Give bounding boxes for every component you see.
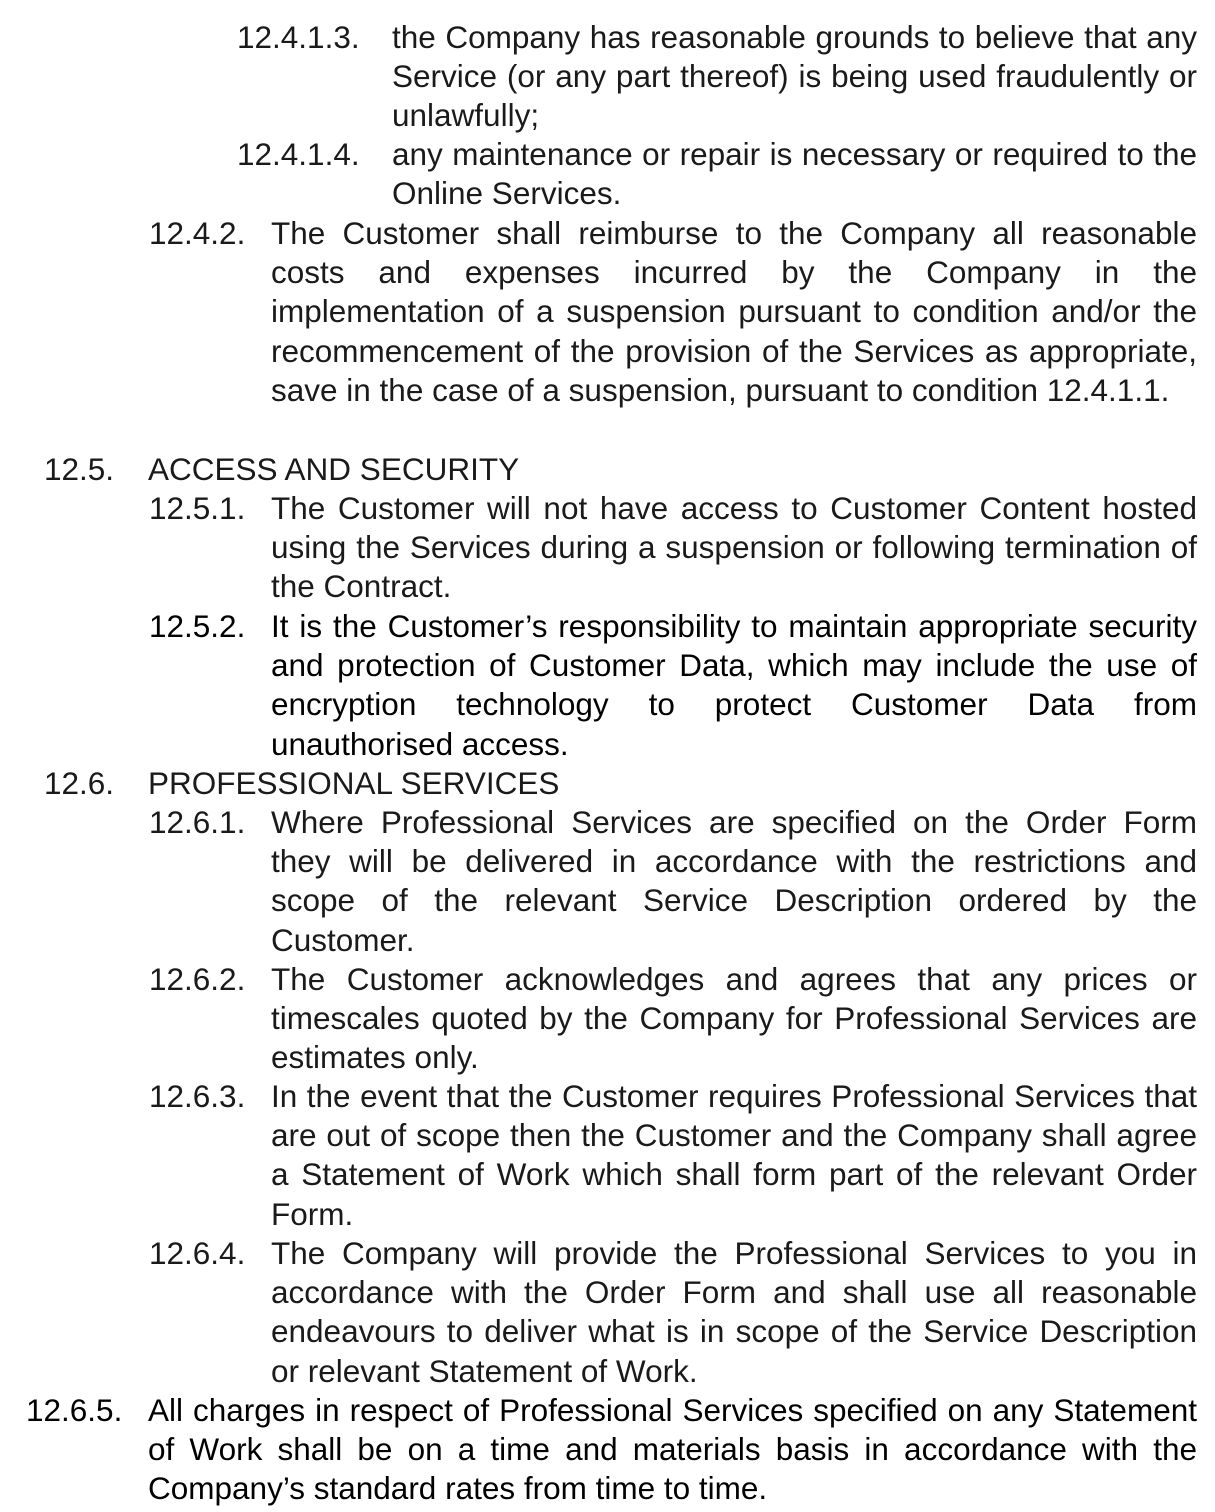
clause-12-6-2 <box>149 960 1197 1078</box>
clause-number: 12.4.1.3. <box>237 19 360 55</box>
clause-number: 12.6.2. <box>149 961 246 997</box>
clause-number: 12.5.2. <box>149 608 246 644</box>
clause-12-6-1 <box>149 803 1197 960</box>
clause-number: 12.4.2. <box>149 215 246 251</box>
clause-12-4-2 <box>149 214 1197 410</box>
clause-text: All charges in respect of Professional Services specified on any Statement of Work shall be on a time and materials basis in accordance with the Company’s standard rates from time to time. <box>148 1392 1197 1507</box>
clause-text: The Company will provide the Professional Services to you in accordance with the Order Form and shall use all reasonable endeavours to deliver what is in scope of the Service Description or relevant Statement of Work. <box>271 1235 1197 1389</box>
clause-text: the Company has reasonable grounds to believe that any Service (or any part thereof) is being used fraudulently or unlawfully; <box>392 19 1197 134</box>
clause-12-6-5 <box>26 1391 1197 1509</box>
clause-text: any maintenance or repair is necessary or required to the Online Services. <box>392 136 1197 212</box>
clause-number: 12.6.1. <box>149 804 246 840</box>
section-heading-12-6 <box>44 764 1197 803</box>
clause-12-5-2 <box>149 607 1197 764</box>
clause-number: 12.5.1. <box>149 490 246 526</box>
clause-number: 12.6.4. <box>149 1235 246 1271</box>
clause-number: 12.6. <box>44 765 115 801</box>
clause-text: The Customer shall reimburse to the Company all reasonable costs and expenses incurred by the Company in the implementation of a suspension pursuant to condition and/or the recommencement of the provision of the Services as appropriate, save in the case of a suspension, pursuant to condition 12.4.1.1. <box>271 215 1197 408</box>
clause-12-4-1-4 <box>237 135 1197 213</box>
clause-number: 12.4.1.4. <box>237 136 360 172</box>
section-title: ACCESS AND SECURITY <box>148 451 520 487</box>
clause-number: 12.5. <box>44 451 115 487</box>
clause-12-4-1-3 <box>237 18 1197 136</box>
clause-12-5-1 <box>149 489 1197 607</box>
clause-number: 12.6.3. <box>149 1078 246 1114</box>
section-heading-12-5 <box>44 450 1197 489</box>
section-title: PROFESSIONAL SERVICES <box>148 765 560 801</box>
clause-text: It is the Customer’s responsibility to maintain appropriate security and protection of Customer Data, which may include the use of encryption technology to protect Customer Data from unauthorised access. <box>271 608 1197 762</box>
clause-text: Where Professional Services are specified on the Order Form they will be delivered in accordance with the restrictions and scope of the relevant Service Description ordered by the Customer. <box>271 804 1197 958</box>
clause-number: 12.6.5. <box>26 1392 123 1428</box>
clause-12-6-4 <box>149 1234 1197 1391</box>
clause-12-6-3 <box>149 1077 1197 1234</box>
clause-text: In the event that the Customer requires Professional Services that are out of scope then the Customer and the Company shall agree a Statement of Work which shall form part of the relevant Order Form. <box>271 1078 1197 1232</box>
clause-text: The Customer acknowledges and agrees that any prices or timescales quoted by the Company for Professional Services are estimates only. <box>271 961 1197 1076</box>
clause-text: The Customer will not have access to Customer Content hosted using the Services during a suspension or following termination of the Contract. <box>271 490 1197 605</box>
